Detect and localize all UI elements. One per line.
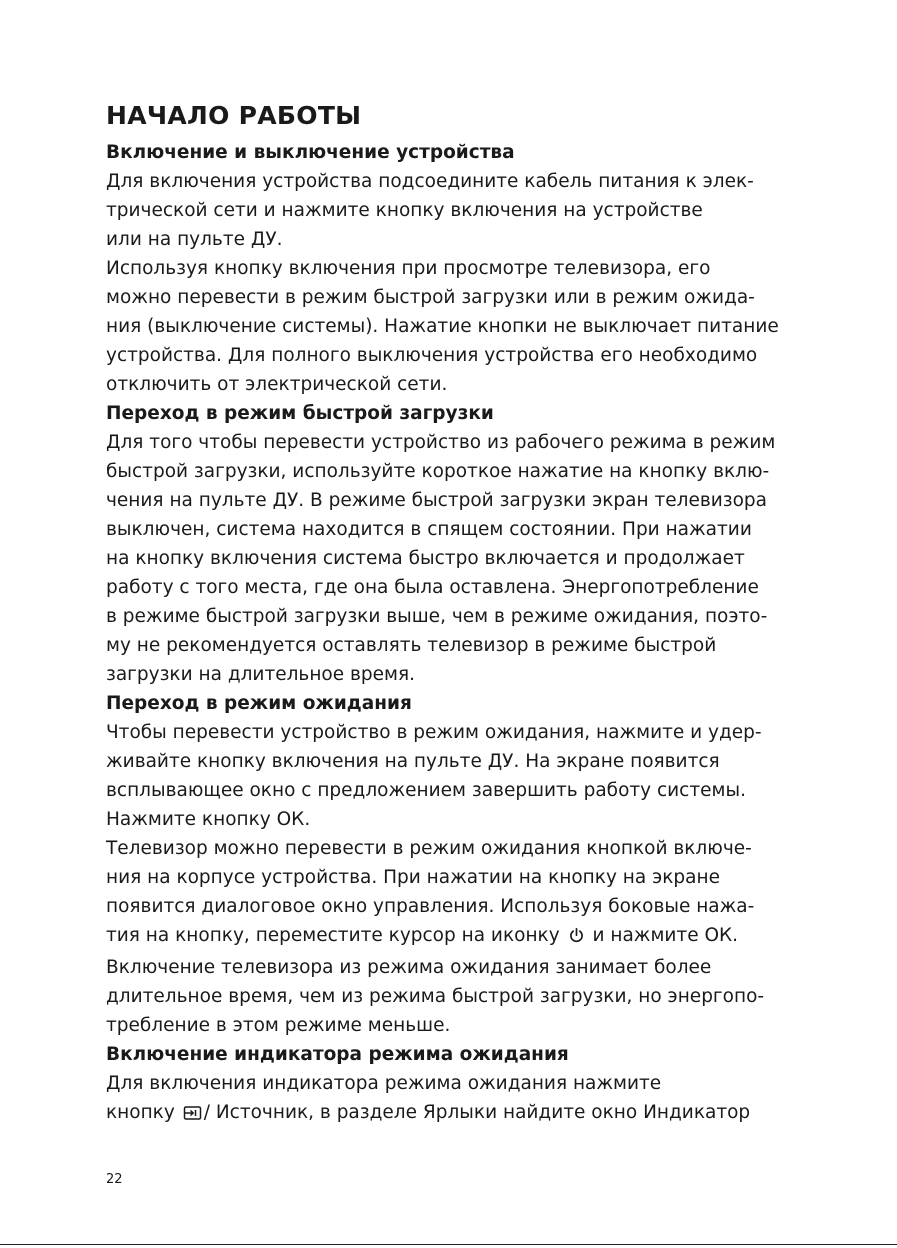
text-line: в режиме быстрой загрузки выше, чем в режиме ожидания, поэто-: [106, 606, 768, 627]
page-bottom-rule: [0, 1244, 897, 1245]
text-line: устройства. Для полного выключения устройства его необходимо: [106, 345, 758, 366]
source-input-icon: [183, 1101, 202, 1130]
paragraph: [106, 167, 796, 254]
section-fast-boot: [106, 399, 796, 689]
text-line: работу с того места, где она была оставлена. Энергопотребление: [106, 577, 759, 598]
text-line: Телевизор можно перевести в режим ожидания кнопкой включе-: [106, 838, 752, 859]
section-standby-indicator: [106, 1040, 796, 1130]
text-line: живайте кнопку включения на пульте ДУ. На экране появится: [106, 751, 720, 772]
text-line-with-icon: [106, 1098, 796, 1130]
section-heading: Включение индикатора режима ожидания: [106, 1044, 569, 1065]
paragraph: [106, 1069, 796, 1130]
power-icon: [568, 924, 585, 953]
text-line: появится диалоговое окно управления. Используя боковые нажа-: [106, 896, 755, 917]
page-number: 22: [106, 1172, 123, 1187]
text-line: Для того чтобы перевести устройство из рабочего режима в режим: [106, 432, 776, 453]
text-line: или на пульте ДУ.: [106, 229, 283, 250]
text-line: Используя кнопку включения при просмотре телевизора, его: [106, 258, 711, 279]
section-heading: Включение и выключение устройства: [106, 142, 515, 163]
text-line-with-icon: [106, 921, 796, 953]
text-line: выключен, система находится в спящем состоянии. При нажатии: [106, 519, 752, 540]
text-line: ния (выключение системы). Нажатие кнопки не выключает питание: [106, 316, 779, 337]
section-heading: Переход в режим быстрой загрузки: [106, 403, 494, 424]
paragraph: [106, 428, 796, 689]
text-line: загрузки на длительное время.: [106, 664, 416, 685]
text-line: му не рекомендуется оставлять телевизор в режиме быстрой: [106, 635, 717, 656]
page-content: [106, 98, 796, 1130]
text-line: длительное время, чем из режима быстрой загрузки, но энергопо-: [106, 986, 765, 1007]
text-line: Для включения устройства подсоедините кабель питания к элек-: [106, 171, 754, 192]
text-line: Нажмите кнопку ОК.: [106, 809, 311, 830]
section-heading: Переход в режим ожидания: [106, 693, 412, 714]
text-fragment: тия на кнопку, переместите курсор на иконку: [106, 925, 560, 946]
text-line: всплывающее окно с предложением завершить работу системы.: [106, 780, 746, 801]
paragraph: [106, 834, 796, 1040]
paragraph: [106, 718, 796, 834]
text-line: Чтобы перевести устройство в режим ожидания, нажмите и удер-: [106, 722, 762, 743]
text-line: быстрой загрузки, используйте короткое нажатие на кнопку вклю-: [106, 461, 770, 482]
text-line: ния на корпусе устройства. При нажатии на кнопку на экране: [106, 867, 720, 888]
text-fragment: / Источник, в разделе Ярлыки найдите окно Индикатор: [203, 1102, 751, 1123]
text-fragment: и нажмите ОК.: [592, 925, 739, 946]
text-line: отключить от электрической сети.: [106, 374, 448, 395]
text-fragment: кнопку: [106, 1102, 175, 1123]
text-line: требление в этом режиме меньше.: [106, 1015, 451, 1036]
text-line: Для включения индикатора режима ожидания нажмите: [106, 1073, 662, 1094]
text-line: трической сети и нажмите кнопку включения на устройстве: [106, 200, 703, 221]
text-line: на кнопку включения система быстро включается и продолжает: [106, 548, 745, 569]
text-line: чения на пульте ДУ. В режиме быстрой загрузки экран телевизора: [106, 490, 767, 511]
text-line: можно перевести в режим быстрой загрузки или в режим ожида-: [106, 287, 755, 308]
text-line: Включение телевизора из режима ожидания занимает более: [106, 957, 712, 978]
section-standby: [106, 689, 796, 1040]
section-power-on-off: [106, 138, 796, 399]
paragraph: [106, 254, 796, 399]
page-title: НАЧАЛО РАБОТЫ: [106, 101, 362, 130]
